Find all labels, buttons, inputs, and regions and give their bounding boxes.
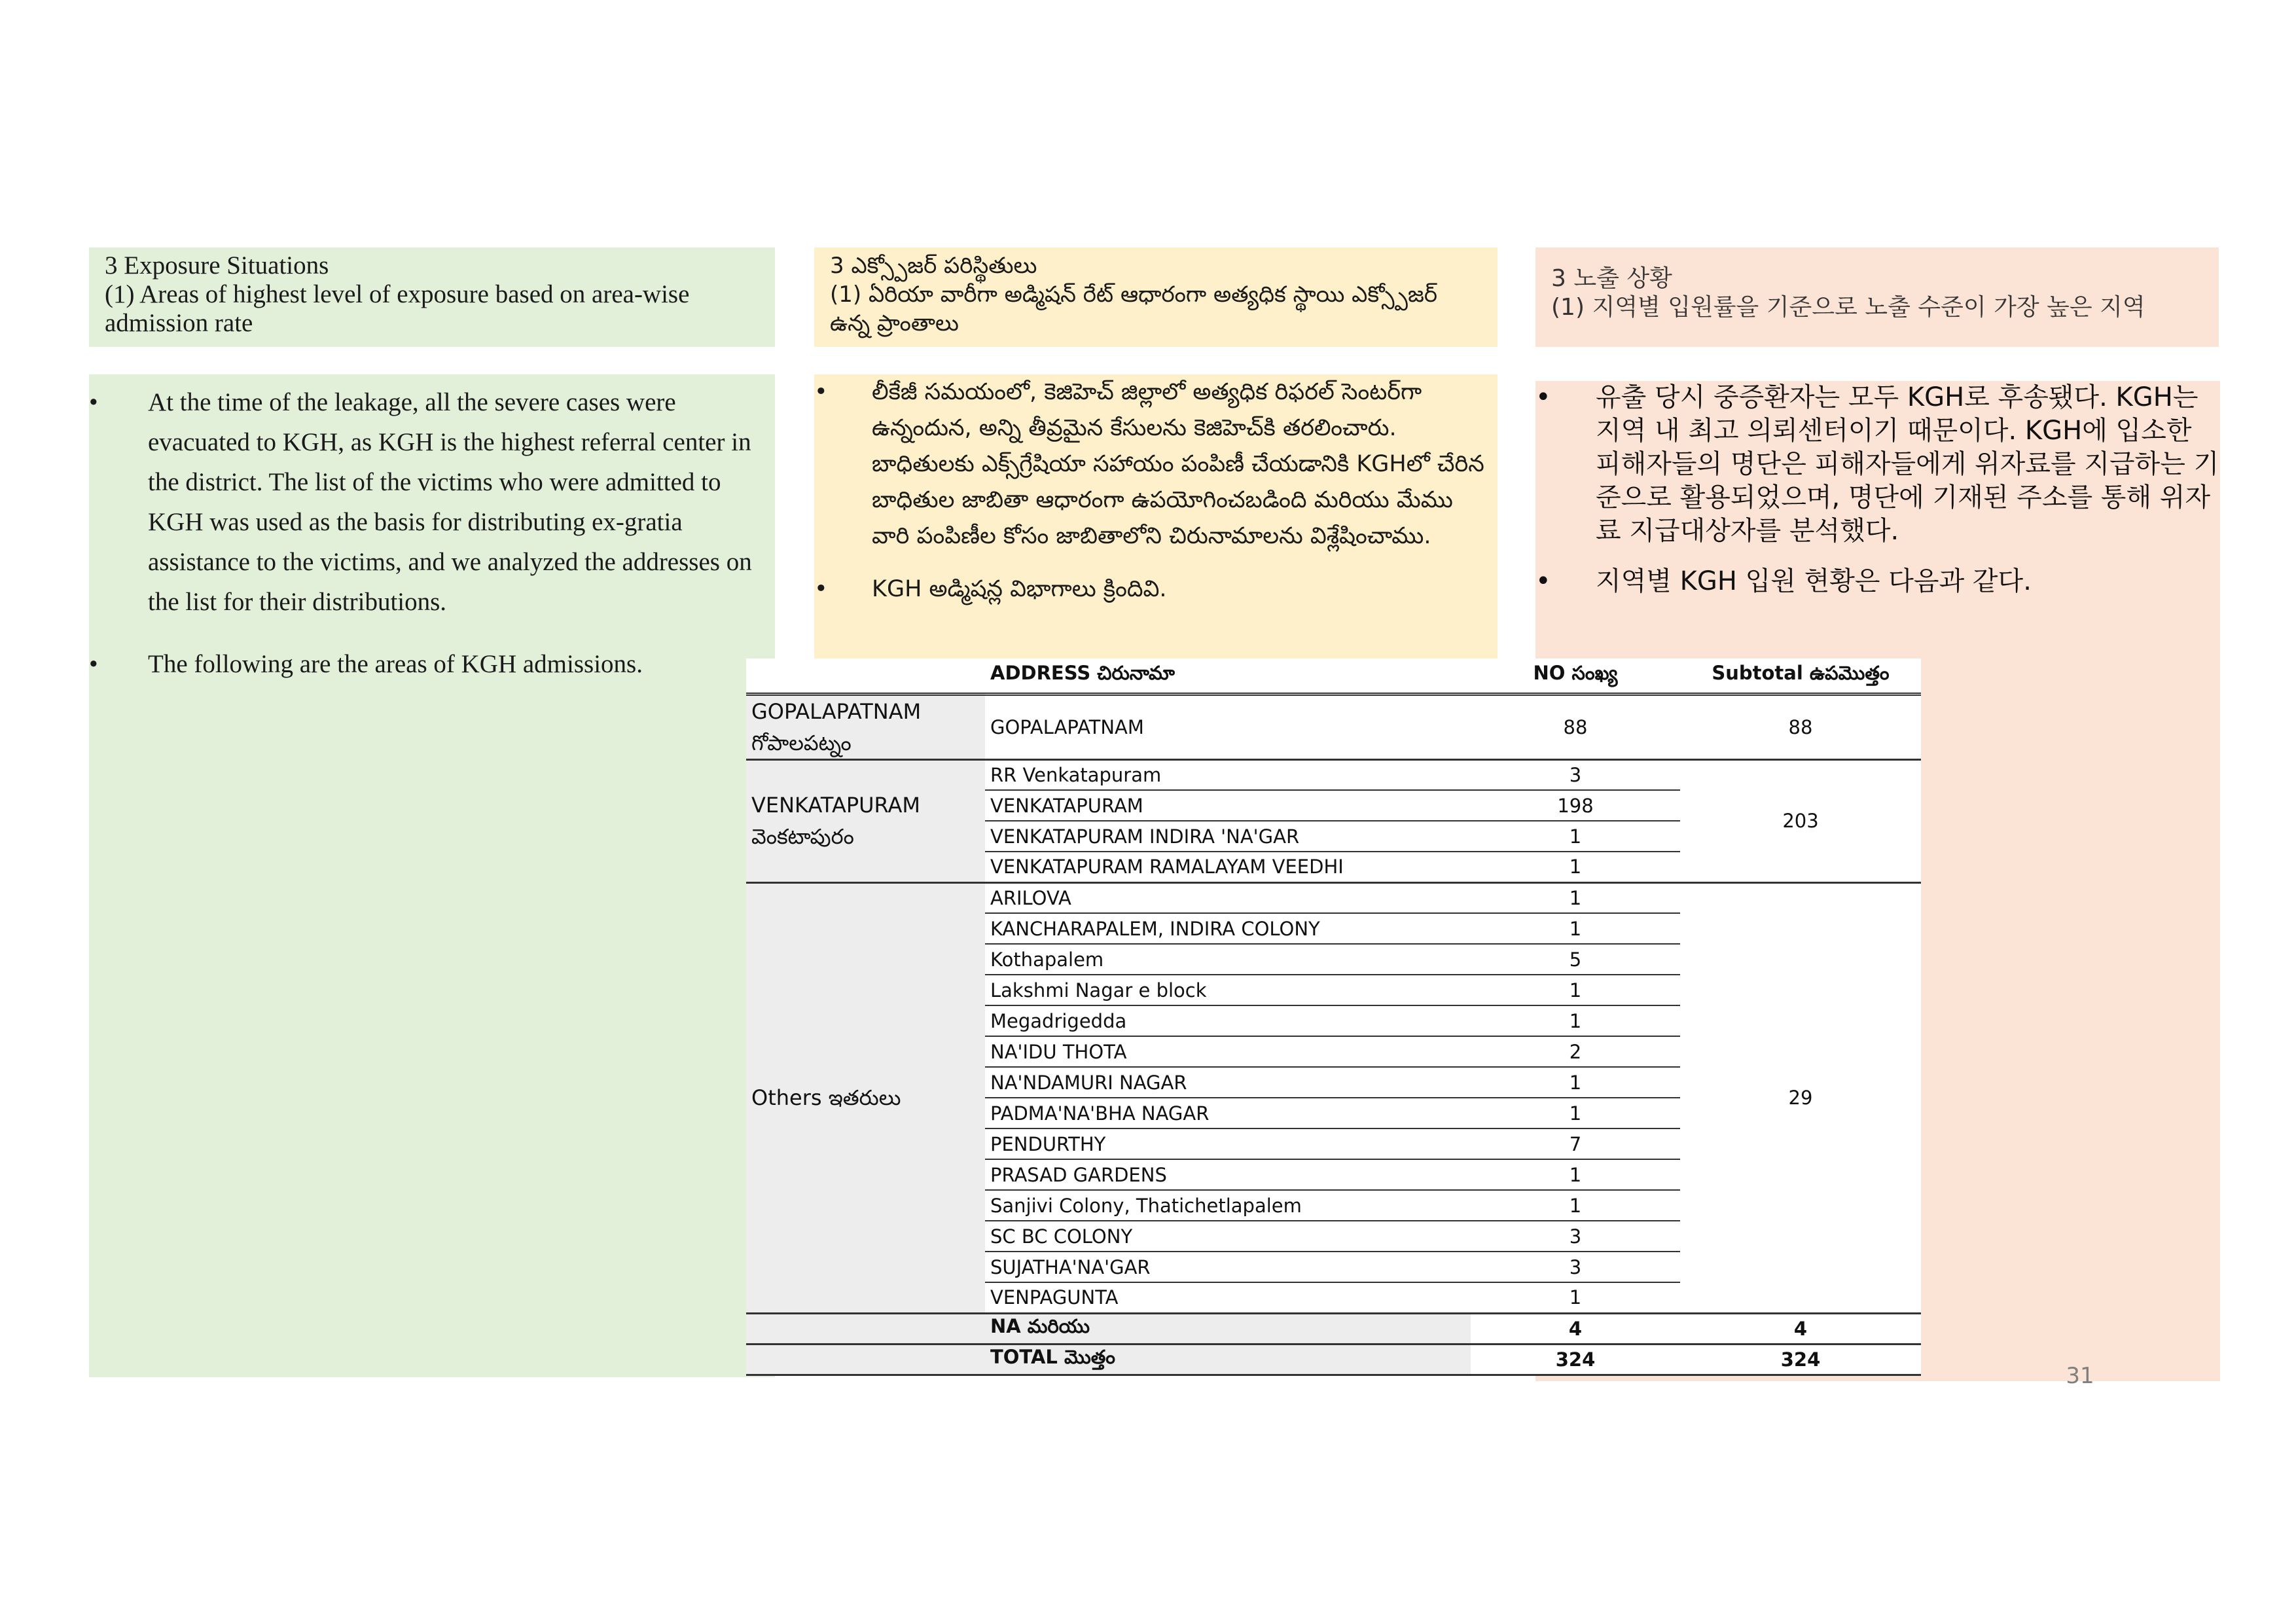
header-english-title: 3 Exposure Situations [105,251,329,280]
table-row [746,694,1921,759]
count-cell: 1 [1471,975,1680,1005]
group-label-cell: Others ఇతరులు [746,882,985,1313]
subtotal-cell: 29 [1680,882,1921,1313]
bullet-icon: • [1535,566,1551,596]
subtotal-cell: 203 [1680,759,1921,882]
list-item: • The following are the areas of KGH admissions. [89,644,775,684]
count-cell: 1 [1471,1190,1680,1221]
address-cell: Lakshmi Nagar e block [985,975,1471,1005]
list-item: • లీకేజీ సమయంలో, కెజిహెచ్ జిల్లాలో అత్యధిక రిఫరల్ సెంటర్‌గా ఉన్నందున, అన్ని తీవ్రమైన కేసులను కెజిహెచ్‌కి తరలించారు. బాధితులకు ఎక్స్‌గ్రేషియా సహాయం పంపిణీ చేయడానికి KGHలో చేరిన బాధితుల జాబితా ఆధారంగా ఉపయోగించబడింది మరియు మేము వారి పంపిణీల కోసం జాబితాలోని చిరునామాలను విశ్లేషించాము. [814,374,1498,554]
count-cell: 1 [1471,882,1680,913]
table-header-row [746,659,1921,694]
address-cell: PRASAD GARDENS [985,1159,1471,1190]
address-cell: NA'NDAMURI NAGAR [985,1067,1471,1098]
address-cell: NA మరియు [985,1313,1471,1344]
bullet-icon: • [89,388,98,416]
count-cell: 88 [1471,694,1680,759]
count-cell: 4 [1471,1313,1680,1344]
address-cell: Kothapalem [985,944,1471,975]
address-cell: TOTAL మొత్తం [985,1344,1471,1375]
header-telugu-subtitle: (1) ఏరియా వారీగా అడ్మిషన్ రేట్ ఆధారంగా అత్యధిక స్థాయి ఎక్స్పోజర్ ఉన్న ప్రాంతాలు [830,281,1437,336]
group-label-cell: GOPALAPATNAM గోపాలపట్నం [746,694,985,759]
address-cell: VENPAGUNTA [985,1282,1471,1313]
address-cell: KANCHARAPALEM, INDIRA COLONY [985,913,1471,944]
address-cell: Megadrigedda [985,1005,1471,1036]
bullet-icon: • [814,576,828,602]
count-cell: 5 [1471,944,1680,975]
count-cell: 198 [1471,790,1680,821]
bullet-icon: • [89,650,98,678]
header-korean [1535,247,2219,347]
list-item: • 지역별 KGH 입원 현황은 다음과 같다. [1535,565,2220,598]
header-subtotal: Subtotal ఉపమొత్తం [1680,659,1921,694]
subtotal-cell: 4 [1680,1313,1921,1344]
list-item: • 유출 당시 중증환자는 모두 KGH로 후송됐다. KGH는 지역 내 최고 의뢰센터이기 때문이다. KGH에 입소한 피해자들의 명단은 피해자들에게 위자료를 지급하는 기준으로 활용되었으며, 명단에 기재된 주소를 통해 위자료 지급대상자를 분석했다. [1535,382,2219,546]
header-telugu-title: 3 ఎక్స్పోజర్ పరిస్థితులు [830,253,1037,279]
korean-bullet-list [1535,381,2220,598]
address-cell: PENDURTHY [985,1128,1471,1159]
subtotal-cell: 324 [1680,1344,1921,1375]
address-cell: Sanjivi Colony, Thatichetlapalem [985,1190,1471,1221]
count-cell: 1 [1471,1159,1680,1190]
empty-cell [746,1313,985,1344]
admissions-table [746,659,1921,1376]
bullet-icon: • [1535,382,1551,412]
table-row [746,882,1921,913]
header-english [89,247,775,347]
address-cell: VENKATAPURAM [985,790,1471,821]
na-row [746,1313,1921,1344]
subtotal-cell: 88 [1680,694,1921,759]
telugu-bullet-list [814,374,1498,607]
count-cell: 324 [1471,1344,1680,1375]
english-bullet-list [89,382,775,684]
address-cell: GOPALAPATNAM [985,694,1471,759]
address-cell: VENKATAPURAM INDIRA 'NA'GAR [985,821,1471,852]
count-cell: 7 [1471,1128,1680,1159]
address-cell: SC BC COLONY [985,1221,1471,1252]
total-row [746,1344,1921,1375]
count-cell: 1 [1471,821,1680,852]
table-row [746,759,1921,790]
address-cell: SUJATHA'NA'GAR [985,1252,1471,1282]
count-cell: 1 [1471,1067,1680,1098]
header-group-cell [746,659,985,694]
header-telugu [814,247,1498,347]
page-number: 31 [2066,1363,2094,1389]
header-no: NO సంఖ్య [1471,659,1680,694]
count-cell: 3 [1471,1252,1680,1282]
count-cell: 1 [1471,1098,1680,1128]
count-cell: 2 [1471,1036,1680,1067]
count-cell: 3 [1471,759,1680,790]
count-cell: 1 [1471,852,1680,882]
header-english-subtitle: (1) Areas of highest level of exposure based on area-wise admission rate [105,280,690,337]
header-address: ADDRESS చిరునామా [985,659,1471,694]
body-english [89,374,775,1377]
count-cell: 1 [1471,913,1680,944]
bullet-icon: • [814,379,828,405]
list-item: • KGH అడ్మిషన్ల విభాగాలు క్రిందివి. [814,571,1498,607]
address-cell: NA'IDU THOTA [985,1036,1471,1067]
list-item: • At the time of the leakage, all the severe cases were evacuated to KGH, as KGH is the highest referral center in the district. The list of the victims who were admitted to KGH was used as the basis for distributing ex-gratia assistance to the victims, and we analyzed the addresses on the list for their distributions. [89,382,775,622]
body-telugu [814,374,1498,660]
count-cell: 1 [1471,1282,1680,1313]
address-cell: ARILOVA [985,882,1471,913]
address-cell: PADMA'NA'BHA NAGAR [985,1098,1471,1128]
header-korean-title: 3 노출 상황 [1551,265,1672,292]
address-cell: VENKATAPURAM RAMALAYAM VEEDHI [985,852,1471,882]
group-label-cell: VENKATAPURAM వెంకటాపురం [746,759,985,882]
table-body [746,694,1921,1375]
empty-cell [746,1344,985,1375]
count-cell: 1 [1471,1005,1680,1036]
header-korean-subtitle: (1) 지역별 입원률을 기준으로 노출 수준이 가장 높은 지역 [1551,294,2145,321]
count-cell: 3 [1471,1221,1680,1252]
address-cell: RR Venkatapuram [985,759,1471,790]
